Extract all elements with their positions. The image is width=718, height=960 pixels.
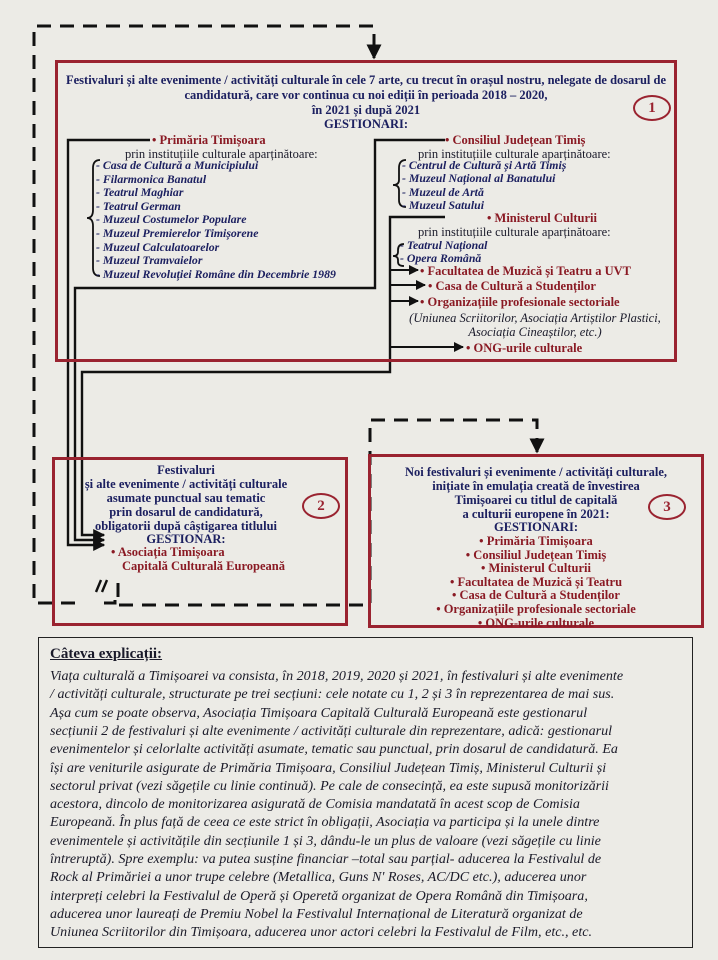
organizatii-sectoriale-label: Organizațiile profesionale sectoriale [427,295,620,309]
primaria-institution-bullet: - [96,239,103,254]
facultatea-uvt-label: Facultatea de Muzică și Teatru a UVT [427,264,631,278]
box2-title-line-3: asumate punctual sau tematic [106,491,266,505]
explanation-line: aducerea unor laureați de Premiu Nobel la Festivalul Internațional de Literatură organizat de [50,905,583,922]
box2-title-line-2: și alte evenimente / activități culturale [84,477,288,491]
primaria-institution-label: Filarmonica Banatul [102,171,207,186]
primaria-institution-label: Casa de Cultură a Municipiului [102,158,259,172]
ong-culturale-label: ONG-urile culturale [473,341,583,355]
section-1-number: 1 [633,95,671,121]
explanation-line: secțiunii 2 de festivaluri și alte evenimente / activități culturale din reprezentare, adică: gestionarul [50,722,613,739]
box1-title-line-3: în 2021 și după 2021 [311,103,421,117]
explanation-line: Uniunea Scriitorilor din Timișoara, aducerea unor actori celebri la Festivalul de Film, etc., etc. [50,924,593,941]
box3-gestionar-bullet: • [479,534,487,548]
primaria-institution-label: Muzeul Calculatoarelor [102,239,220,254]
box3-gestionar-label: Casa de Cultură a Studenților [459,588,620,603]
consiliul-institution-label: Muzeul de Artă [408,184,484,199]
explanation-line: sectorul privat (vezi săgețile cu linie continuă). Pe cale de consecință, ea este supusă monitorizării [50,777,609,794]
box2-title-line-4: prin dosarul de candidatură, [109,505,263,519]
box1-gestionari-label: GESTIONARI: [323,117,409,131]
primaria-institution-bullet: - [96,171,103,186]
primaria-institution [96,171,207,186]
box3-gestionar [372,617,700,630]
ministerul-institution-label: Teatrul Național [406,238,488,252]
box3-title-line-1: Noi festivaluri și evenimente / activități culturale, [404,465,668,479]
box3-gestionar-label: Organizațiile profesionale sectoriale [443,602,636,616]
consiliul-institution-label: Centrul de Cultură și Artă Timiș [408,158,567,172]
primaria-institution [96,214,246,226]
explanation-line: evenimentele și activitățile din secțiunile 1 și 3, dându-le un plus de valoare (vezi săgețile cu linie [50,832,601,849]
primaria-institution-label: Muzeul Costumelor Populare [102,212,247,227]
consiliul-institution-bullet: - [402,198,409,213]
primaria-institution-bullet: - [96,253,103,268]
primaria-institution [96,198,181,213]
consiliul-institution [402,160,566,172]
box2-title-line-5: obligatorii după câștigarea titlului [94,519,278,533]
box3-gestionar-bullet: • [477,615,486,630]
explanation-line: își are veniturile asigurate de Primăria Timișoara, Consiliul Județean Timiș, Ministerul Culturii și [50,759,607,776]
box3-gestionari-label: GESTIONARI: [493,520,579,534]
asociatia-line-1: • Asociația Timișoara [111,545,225,559]
box3-title-line-4: a culturii europene în 2021: [462,507,610,521]
box3-title-line-3: Timișoarei cu titlul de capitală [454,493,618,507]
explanation-line: interpreți celebri la Festivalul de Operă și Operetă organizat de Opera Română din Timișoara, [50,887,588,904]
primaria-institution-bullet: - [96,185,103,200]
primaria-institution [96,187,183,199]
organizatii-sectoriale: • Organizațiile profesionale sectoriale [420,295,620,309]
primaria-subtitle: prin instituțiile culturale aparținătoare: [125,147,318,161]
box3-gestionar-label: Consiliul Județean Timiș [473,547,607,562]
consiliul-institution-bullet: - [402,158,409,172]
primaria-institution [96,266,336,281]
primaria-institution-label: Teatrul Maghiar [102,185,184,200]
primaria-institution-bullet: - [96,212,103,227]
casa-studentilor-label: Casa de Cultură a Studenților [435,279,596,293]
primaria-heading: • Primăria Timișoara [152,133,266,147]
consiliul-institution [402,184,484,199]
consiliul-institution [402,173,555,185]
explanation-line: evenimentelor și celorlalte activități asumate, tematic sau punctual, prin dosarul de candidatură. Ea [50,741,618,758]
section-3-number: 3 [648,494,686,520]
explanation-line: Așa cum se poate observa, Asociația Timișoara Capitală Culturală Europeană este gestionarul [50,704,588,721]
ministerul-institution-bullet: - [400,238,407,252]
consiliul-heading: • Consiliul Județean Timiș [445,133,586,147]
primaria-institution-label: Teatrul German [102,198,181,213]
box3-gestionar-label: Facultatea de Muzică și Teatru [457,574,623,589]
box3-gestionar [372,549,700,562]
consiliul-institution-label: Muzeul Național al Banatului [408,171,556,186]
box3-gestionar [372,576,700,589]
primaria-institution-bullet: - [96,198,103,213]
consiliul-institution [402,200,484,212]
primaria-institution-label: Muzeul Tramvaielor [102,253,203,268]
explanation-line: Europeană. În plus față de ceea ce este strict în obligații, Asociația va participa și la unele dintre [50,814,600,831]
box3-gestionar [372,589,700,602]
ministerul-subtitle: prin instituțiile culturale aparținătoare: [418,225,611,239]
box3-gestionar [372,603,700,616]
explanation-line: întreruptă). Spre exemplu: va putea susține financiar –total sau parțial- aducerea la Festivalul de [50,851,602,867]
ministerul-heading: • Ministerul Culturii [487,211,597,225]
explanation-line: acestora, dincolo de monitorizarea asigurată de Comisia mandatată în acest scop de Comisia [50,796,580,813]
ministerul-institution-bullet: - [400,251,407,266]
ministerul-institution [400,240,487,252]
ong-culturale: • ONG-urile culturale [466,341,583,355]
facultatea-uvt: • Facultatea de Muzică și Teatru a UVT [420,264,631,278]
consiliul-institution-bullet: - [402,184,409,199]
box3-gestionar [372,535,700,548]
primaria-institution [96,160,258,172]
box3-gestionar-label: Primăria Timișoara [486,534,593,548]
box3-gestionar-bullet: • [449,574,458,589]
box3-gestionar-bullet: • [481,561,489,576]
box3-gestionar-label: ONG-urile culturale [485,615,595,630]
consiliul-institution-label: Muzeul Satului [408,198,484,213]
casa-studentilor: • Casa de Cultură a Studenților [428,279,596,293]
ministerul-name: Ministerul Culturii [494,211,597,225]
asociatia-line-2: Capitală Culturală Europeană [122,559,285,573]
ministerul-institution-label: Opera Română [406,251,482,266]
primaria-institution-label: Muzeul Revoluției Române din Decembrie 1989 [102,266,336,281]
consiliul-institution-bullet: - [402,171,409,186]
primaria-institution [96,228,258,240]
explanations-title: Câteva explicații: [50,646,163,662]
box3-gestionar-bullet: • [436,602,444,616]
primaria-name: Primăria Timișoara [159,133,266,147]
box3-gestionar [372,562,700,575]
box1-title-line-1: Festivaluri și alte evenimente / activități culturale în cele 7 arte, cu trecut în orașul nostru, nelegate de dosarul de [65,73,666,87]
primaria-institution-label: Muzeul Premierelor Timișorene [102,226,259,240]
primaria-institution-bullet: - [96,158,103,172]
section-2-number: 2 [302,493,340,519]
box1-title-line-2: candidatură, care vor continua cu noi ediții în perioada 2018 – 2020, [184,88,548,102]
explanation-line: Rock al Primăriei a unor trupe celebre (Metallica, Guns N' Roses, AC/DC etc.), aducerea unor [50,869,587,886]
primaria-institution-bullet: - [96,226,103,240]
box2-title-line-1: Festivaluri [157,463,215,477]
primaria-institution [96,239,220,254]
primaria-institution-bullet: - [96,266,103,281]
asociatia-label-1: Asociația Timișoara [117,545,225,559]
explanation-line: / activități culturale, structurate pe trei secțiuni: cele notate cu 1, 2 și 3 în reprezentarea de mai sus. [50,686,615,703]
primaria-institution [96,255,202,267]
organizatii-note-line-2: Asociația Cineaștilor, etc.) [468,325,602,339]
box3-gestionar-bullet: • [465,547,474,562]
consiliul-subtitle: prin instituțiile culturale aparținătoare: [418,147,611,161]
box3-title-line-2: inițiate în emulația creată de învestirea [432,479,640,493]
organizatii-note-line-1: (Uniunea Scriitorilor, Asociația Artiștilor Plastici, [409,311,661,325]
consiliul-name: Consiliul Județean Timiș [452,133,586,147]
box3-gestionar-label: Ministerul Culturii [488,561,591,576]
explanation-line: Viața culturală a Timișoarei va consista, în 2018, 2019, 2020 și 2021, în festivaluri și alte evenimente [50,668,624,684]
box3-gestionar-bullet: • [452,588,460,603]
box2-gestionar-label: GESTIONAR: [146,532,226,546]
